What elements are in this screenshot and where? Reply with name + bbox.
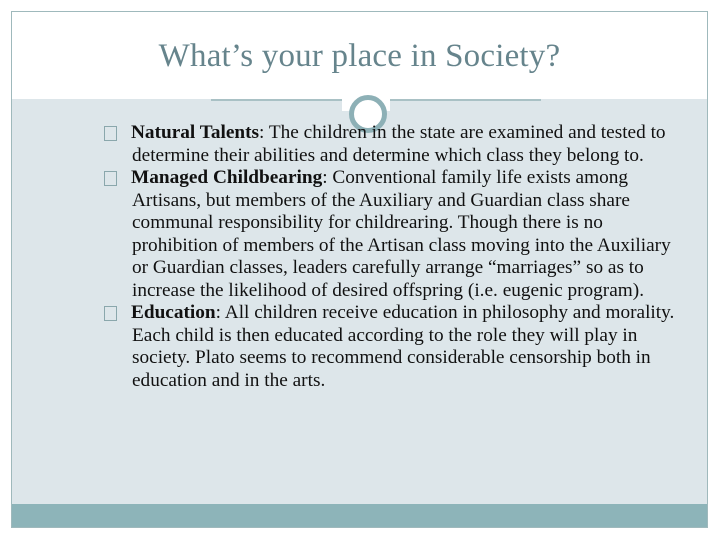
bullet-heading: Education	[131, 302, 216, 323]
square-bullet-icon	[104, 126, 117, 141]
square-bullet-icon	[104, 306, 117, 321]
bullet-text	[132, 122, 688, 167]
bullet-text	[132, 167, 688, 302]
bullet-body: : The children in the state are examined and tested to determine their abilities and determine which class they belong to.	[132, 122, 666, 166]
bullet-body: : Conventional family life exists among Artisans, but members of the Auxiliary and Guardian class share communal responsibility for childrearing. Though there is no prohibition of members of the Artisan class moving into the Auxiliary or Guardian classes, leaders carefully arrange “marriages” so as to increase the likelihood of desired offspring (i.e. eugenic program).	[132, 167, 671, 301]
bullet-body: : All children receive education in philosophy and morality. Each child is then educated according to the role they will play in society. Plato seems to recommend considerable censorship both in education and in the arts.	[132, 302, 675, 391]
bullet-heading: Natural Talents	[131, 122, 260, 143]
bullet-managed-childbearing	[132, 167, 688, 302]
slide-title: What’s your place in Society?	[158, 38, 561, 74]
footer-band	[12, 504, 707, 527]
bullet-list	[132, 122, 688, 392]
bullet-education	[132, 302, 688, 392]
title-band	[12, 12, 707, 99]
bullet-heading: Managed Childbearing	[131, 167, 323, 188]
bullet-natural-talents	[132, 122, 688, 167]
square-bullet-icon	[104, 171, 117, 186]
bullet-text	[132, 302, 688, 392]
